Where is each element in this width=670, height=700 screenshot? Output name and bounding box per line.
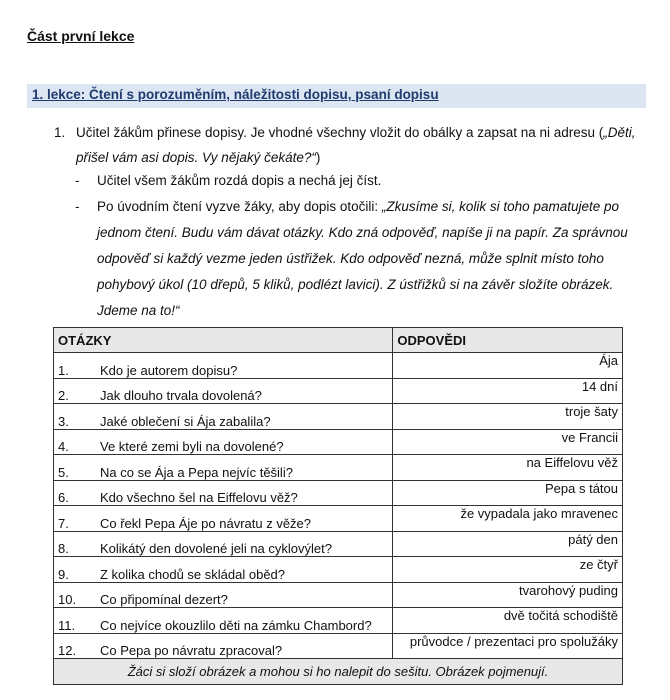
question-number: 2. [58,388,69,403]
section-title: Část první lekce [27,28,135,44]
answer-cell: Pepa s tátou [393,480,623,506]
table-row [54,404,623,430]
question-cell [54,455,393,481]
bullet-body [97,194,645,324]
answer-cell: Ája [393,353,623,379]
table-row [54,429,623,455]
answer-cell: na Eiffelovu věž [393,455,623,481]
bullet-body [97,168,645,194]
question-text: Ve které zemi byli na dovolené? [100,439,284,454]
answer-cell: pátý den [393,531,623,557]
table-row [54,531,623,557]
question-cell [54,531,393,557]
table-header-row [54,328,623,353]
question-text: Jaké oblečení si Ája zabalila? [100,413,271,429]
lesson-heading-bar [27,84,646,108]
bullet-item-1 [75,168,645,194]
table-footer-note: Žáci si složí obrázek a mohou si ho nalepit do sešitu. Obrázek pojmenují. [54,659,623,685]
answer-cell: ve Francii [393,429,623,455]
question-text: Co nejvíce okouzlilo děti na zámku Chambord? [100,617,372,633]
question-number: 6. [58,490,69,505]
table-row [54,353,623,379]
table-row [54,378,623,404]
answer-cell: tvarohový puding [393,582,623,608]
item-number: 1. [54,125,66,140]
answer-cell: troje šaty [393,404,623,430]
question-text: Co Pepa po návratu zpracoval? [100,643,283,658]
question-number: 9. [58,566,69,582]
question-cell [54,404,393,430]
table-row [54,608,623,634]
answer-cell: průvodce / prezentaci pro spolužáky [393,633,623,659]
table-row [54,557,623,583]
answer-cell: ze čtyř [393,557,623,583]
table-row [54,633,623,659]
question-text: Kolikátý den dovolené jeli na cyklovýlet? [100,541,332,556]
answer-cell: že vypadala jako mravenec [393,506,623,532]
question-number: 10. [58,592,77,607]
questions-table [53,327,623,685]
item-body [76,120,644,170]
question-cell [54,633,393,659]
answer-cell: dvě točitá schodiště [393,608,623,634]
question-number: 8. [58,541,69,556]
column-header-questions: OTÁZKY [54,328,393,353]
question-text: Na co se Ája a Pepa nejvíc těšili? [100,464,293,480]
numbered-item-1 [54,120,644,170]
question-number: 12. [58,643,77,658]
item-close: ) [315,150,321,165]
question-cell [54,557,393,583]
question-number: 1. [58,362,69,378]
question-text: Co řekl Pepa Áje po návratu z věže? [100,515,312,531]
question-number: 7. [58,515,69,531]
table-row [54,480,623,506]
question-cell [54,429,393,455]
answer-cell: 14 dní [393,378,623,404]
question-text: Co připomínal dezert? [100,592,228,607]
table-row [54,455,623,481]
question-number: 4. [58,439,69,454]
bullet-quote: „Zkusíme si, kolik si toho pamatujete po jednom čtení. Budu vám dávat otázky. Kdo zná odpověď, napíše ji na papír. Za správnou odpověď si každý vezme jeden ústřižek. Kdo odpověď nezná, může splnit místo toho pohybový úkol (10 dřepů, 5 kliků, podlézt lavici). Z ústřižků si na závěr složíte obrázek. Jdeme na to!“ [97,199,628,318]
question-text: Jak dlouho trvala dovolená? [100,388,262,403]
bullet-text: Učitel všem žákům rozdá dopis a nechá jej číst. [97,173,382,188]
question-cell [54,353,393,379]
question-cell [54,608,393,634]
bullet-item-2 [75,194,645,324]
bullet-dash: - [75,173,80,188]
table-row [54,582,623,608]
question-number: 11. [58,617,76,633]
question-text: Z kolika chodů se skládal oběd? [100,566,286,582]
bullet-dash: - [75,199,80,214]
item-text: Učitel žákům přinese dopisy. Je vhodné všechny vložit do obálky a zapsat na ni adresu ( [76,125,604,140]
bullet-text: Po úvodním čtení vyzve žáky, aby dopis otočili: [97,199,382,214]
question-number: 3. [58,413,69,429]
question-cell [54,582,393,608]
table-footer-row [54,659,623,685]
question-cell [54,506,393,532]
lesson-heading: 1. lekce: Čtení s porozuměním, náležitosti dopisu, psaní dopisu [32,87,439,102]
question-text: Kdo je autorem dopisu? [100,362,238,378]
column-header-answers: ODPOVĚDI [393,328,623,353]
question-cell [54,378,393,404]
item-quote: „Děti, přišel vám asi dopis. Vy nějaký čekáte?“ [76,125,636,165]
question-text: Kdo všechno šel na Eiffelovu věž? [100,490,298,505]
question-number: 5. [58,464,69,480]
question-cell [54,480,393,506]
table-row [54,506,623,532]
